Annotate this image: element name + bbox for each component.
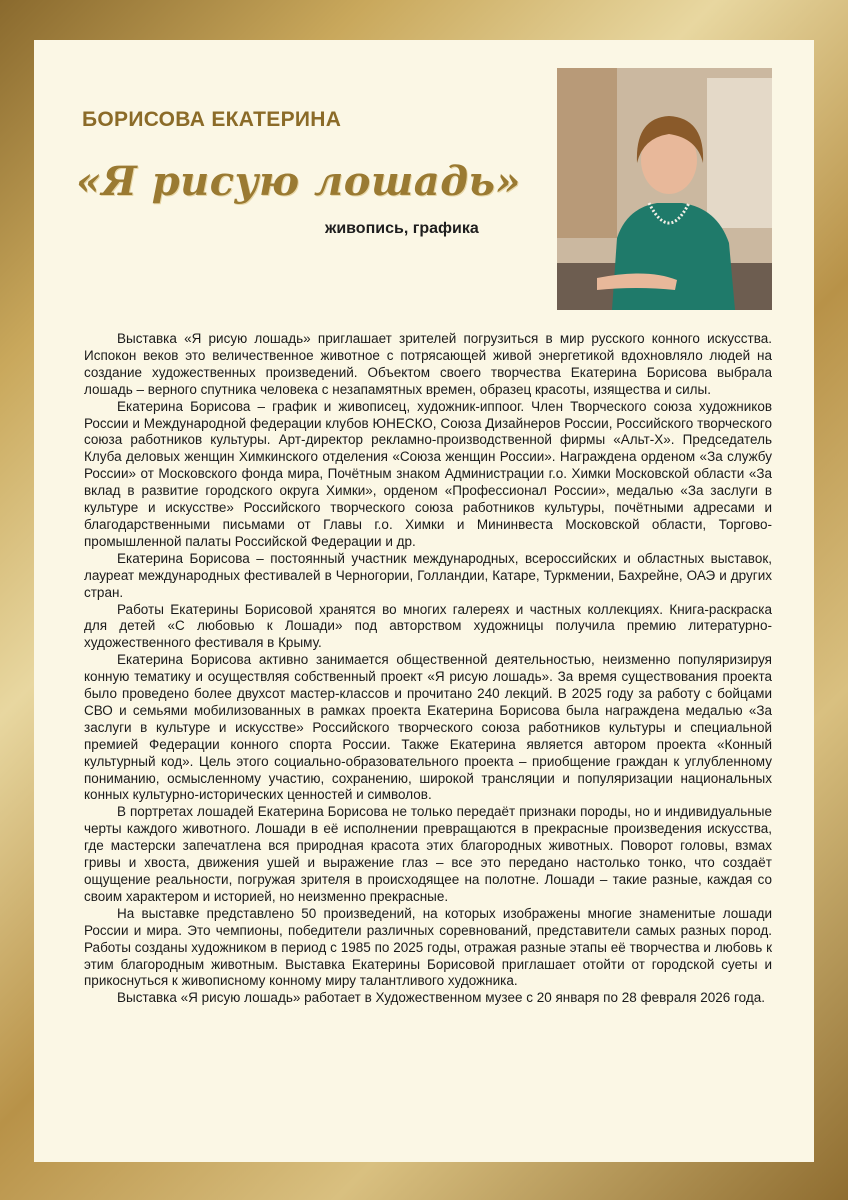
article-body	[84, 331, 772, 1007]
portrait-illustration	[557, 68, 772, 310]
photo-cabinet	[557, 68, 617, 238]
paragraph: Екатерина Борисова – постоянный участник международных, всероссийских и областных выставок, лауреат международных фестивалей в Черногории, Голландии, Катаре, Туркмении, Бахрейне, ОАЭ и других стран.	[84, 550, 772, 600]
portrait-photo	[557, 68, 772, 310]
exhibition-subtitle: живопись, графика	[325, 220, 479, 237]
author-name: БОРИСОВА ЕКАТЕРИНА	[82, 108, 342, 131]
paragraph: На выставке представлено 50 произведений, на которых изображены многие знаменитые лошади России и мира. Это чемпионы, победители различных соревнований, представители самых разных пород. Работы созданы художником в период с 1985 по 2025 годы, отражая разные этапы её творчества и любовь к этим благородным животным. Выставка Екатерины Борисовой приглашает отойти от городской суеты и прикоснуться к живописному конному миру талантливого художника.	[84, 905, 772, 989]
exhibition-title: «Я рисую лошадь»	[76, 158, 521, 205]
paragraph: Выставка «Я рисую лошадь» приглашает зрителей погрузиться в мир русского конного искусства. Испокон веков это величественное животное с потрясающей живой энергетикой вдохновляло людей на создание художественных произведений. Объектом своего творчества Екатерина Борисова выбрала лошадь – верного спутника человека с незапамятных времен, образец красоты, изящества и силы.	[84, 331, 772, 397]
paragraph: Екатерина Борисова активно занимается общественной деятельностью, неизменно популяризируя конную тематику и осуществляя собственный проект «Я рисую лошадь». За время существования проекта было проведено более двухсот мастер-классов и прочитано 240 лекций. В 2025 году за работу с бойцами СВО и семьями мобилизованных в рамках проекта Екатерина Борисова была награждена медалью «За заслуги в культуре и искусстве» Российского творческого союза работников культуры и специальной премией Федерации конного спорта России. Также Екатерина является автором проекта «Конный культурный код». Цель этого социально-образовательного проекта – приобщение граждан к углубленному пониманию, осмысленному участию, сохранению, широкой трансляции и популяризации национальных конных культурно-исторических ценностей и символов.	[84, 652, 772, 803]
paragraph: Работы Екатерины Борисовой хранятся во многих галереях и частных коллекциях. Книга-раскраска для детей «С любовью к Лошади» под авторством художницы получила премию литературно-художественного фестиваля в Крыму.	[84, 601, 772, 651]
paragraph: В портретах лошадей Екатерина Борисова не только передаёт признаки породы, но и индивидуальные черты каждого животного. Лошади в её исполнении превращаются в прекрасные произведения искусства, где мастерски запечатлена вся природная красота этих благородных животных. Поворот головы, взмах гривы и хвоста, движения ушей и выражение глаз – все это передано настолько тонко, что создаёт ощущение реальности, погружая зрителя в происходящее на полотне. Лошади – такие разные, каждая со своим характером и историей, но неизменно прекрасные.	[84, 804, 772, 904]
paragraph: Екатерина Борисова – график и живописец, художник-иппоог. Член Творческого союза художников России и Международной федерации клубов ЮНЕСКО, Союза Дизайнеров России, Российского творческого союза работников культуры. Арт-директор рекламно-производственной фирмы «Альт-Х». Председатель Клуба деловых женщин Химкинского отделения «Союза женщин России». Награждена орденом «За службу России» от Московского фонда мира, Почётным знаком Администрации г.о. Химки Московской области «За вклад в развитие городского округа Химки», орденом «Профессионал России», медалью «За заслуги в культуре и искусстве» Российского творческого союза работников культуры, почётными адресами и благодарственными письмами от Главы г.о. Химки и Мининвеста Московской области, Торгово-промышленной палаты Российской Федерации и др.	[84, 398, 772, 549]
photo-window	[707, 78, 772, 228]
paragraph: Выставка «Я рисую лошадь» работает в Художественном музее с 20 января по 28 февраля 2026 года.	[117, 990, 766, 1006]
poster-page	[34, 40, 814, 1162]
